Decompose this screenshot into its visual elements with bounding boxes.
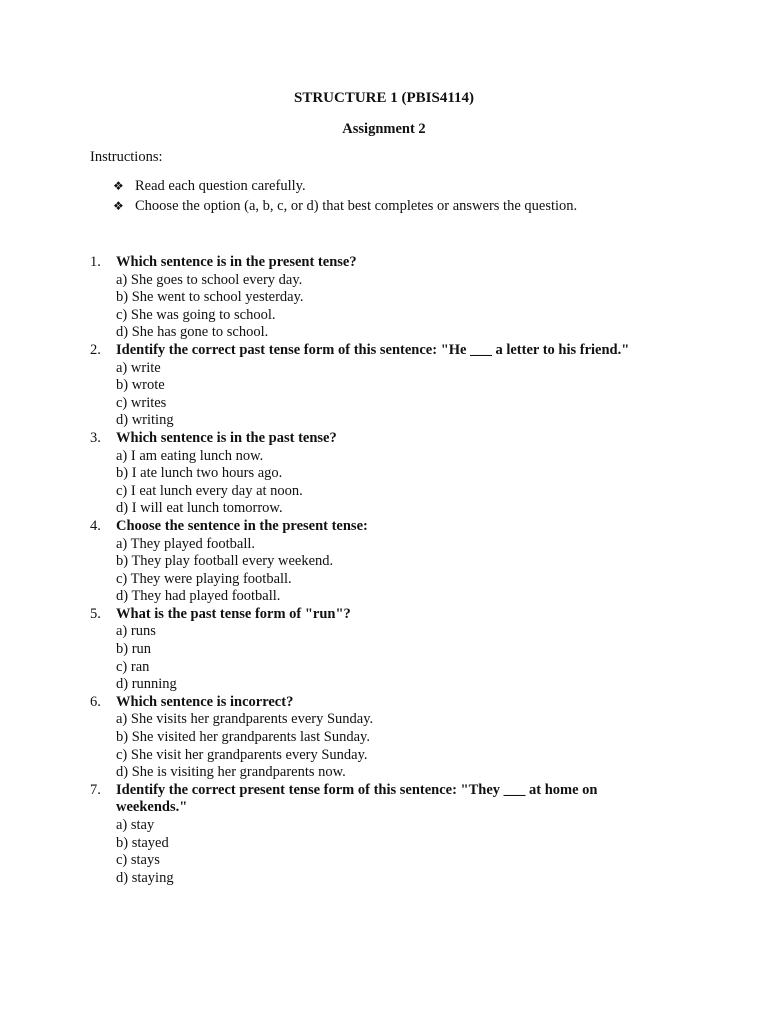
answer-option: c) ran (116, 658, 150, 675)
instruction-item (113, 176, 577, 196)
question-number: 4. (90, 517, 101, 534)
question-number: 1. (90, 254, 101, 270)
answer-option: d) running (116, 676, 177, 693)
question-item (90, 782, 650, 888)
answer-option: d) I will eat lunch tomorrow. (116, 500, 283, 517)
answer-option: b) run (116, 641, 152, 658)
question-line (90, 606, 650, 624)
assignment-subtitle: Assignment 2 (342, 121, 426, 137)
question-text: Which sentence is in the past tense? (116, 429, 337, 446)
question-text: Which sentence is incorrect? (116, 693, 294, 710)
question-line (90, 342, 650, 360)
question-text: Identify the correct present tense form of this sentence: "They ___ at home on weekends." (116, 781, 598, 816)
option-list (90, 448, 650, 518)
question-number: 6. (90, 693, 101, 710)
option-list (90, 536, 650, 606)
answer-option: b) They play football every weekend. (116, 553, 334, 570)
question-text: Identify the correct past tense form of this sentence: "He ___ a letter to his friend." (116, 341, 630, 358)
question-line (90, 254, 650, 272)
answer-option: c) She visit her grandparents every Sunday. (116, 746, 368, 763)
diamond-bullet-icon: ❖ (113, 199, 124, 213)
answer-option: a) They played football. (116, 535, 256, 552)
instruction-text: Read each question carefully. (135, 178, 306, 194)
question-number: 5. (90, 605, 101, 622)
question-number: 2. (90, 341, 101, 358)
answer-option: b) I ate lunch two hours ago. (116, 465, 283, 482)
question-item (90, 430, 650, 518)
answer-option: a) She visits her grandparents every Sunday. (116, 711, 374, 728)
question-line (90, 430, 650, 448)
answer-option: d) They had played football. (116, 588, 281, 605)
question-item (90, 606, 650, 694)
instruction-item (113, 196, 577, 216)
instructions-list (113, 176, 577, 216)
instruction-text: Choose the option (a, b, c, or d) that best completes or answers the question. (135, 198, 578, 214)
answer-option: c) She was going to school. (116, 306, 276, 323)
question-line (90, 694, 650, 712)
answer-option: a) stay (116, 817, 155, 833)
question-list (90, 254, 650, 887)
option-list (90, 623, 650, 693)
answer-option: a) She goes to school every day. (116, 271, 303, 288)
question-item (90, 342, 650, 430)
question-number: 3. (90, 429, 101, 446)
answer-option: d) She is visiting her grandparents now. (116, 764, 346, 781)
answer-option: b) She went to school yesterday. (116, 289, 304, 306)
answer-option: b) She visited her grandparents last Sunday. (116, 729, 370, 746)
question-item (90, 254, 650, 342)
answer-option: a) write (116, 359, 161, 376)
question-line (90, 782, 650, 817)
answer-option: d) staying (116, 869, 174, 886)
instructions-label: Instructions: (90, 149, 163, 165)
answer-option: c) I eat lunch every day at noon. (116, 482, 303, 499)
answer-option: a) I am eating lunch now. (116, 447, 264, 464)
diamond-bullet-icon: ❖ (113, 179, 124, 193)
question-item (90, 518, 650, 606)
question-text: Which sentence is in the present tense? (116, 254, 357, 270)
question-text: Choose the sentence in the present tense: (116, 517, 368, 534)
answer-option: d) writing (116, 412, 174, 429)
answer-option: c) writes (116, 394, 167, 411)
answer-option: a) runs (116, 623, 156, 640)
answer-option: d) She has gone to school. (116, 324, 269, 341)
question-item (90, 694, 650, 782)
answer-option: c) stays (116, 852, 160, 869)
answer-option: c) They were playing football. (116, 570, 292, 587)
question-line (90, 518, 650, 536)
document-title: STRUCTURE 1 (PBIS4114) (293, 90, 475, 106)
option-list (90, 711, 650, 781)
option-list (90, 817, 650, 887)
option-list (90, 360, 650, 430)
option-list (90, 272, 650, 342)
question-text: What is the past tense form of "run"? (116, 605, 351, 622)
question-number: 7. (90, 781, 101, 798)
answer-option: b) wrote (116, 377, 165, 394)
answer-option: b) stayed (116, 834, 169, 851)
